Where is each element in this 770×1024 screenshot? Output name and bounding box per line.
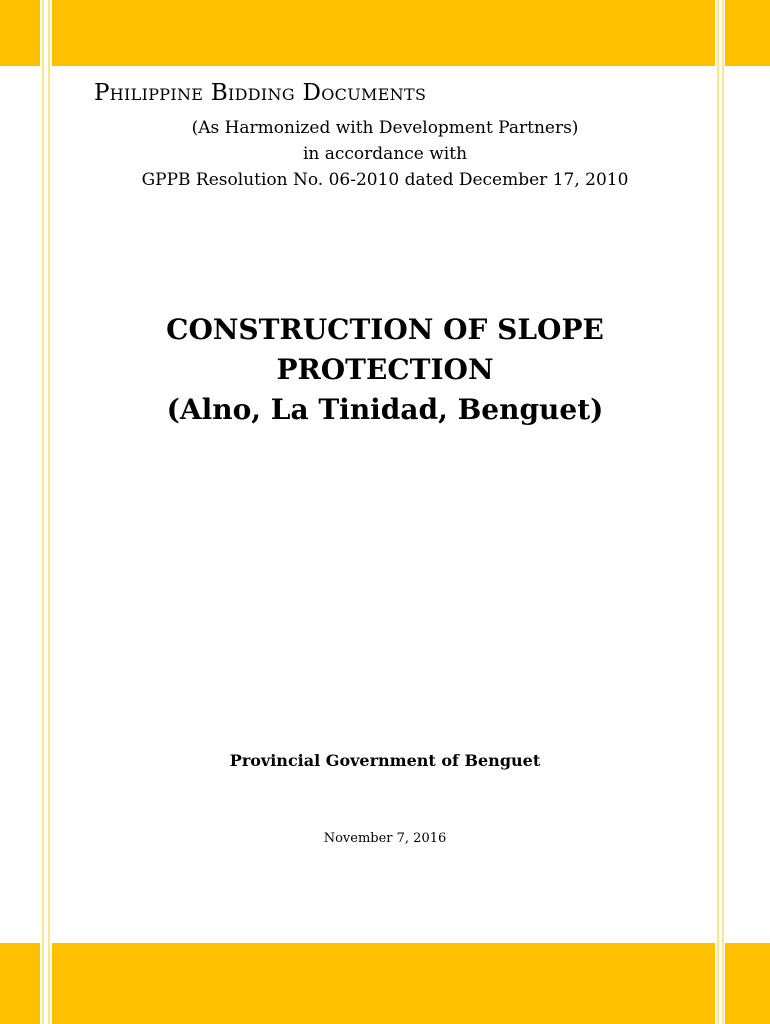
top-left-accent-block: [0, 0, 40, 66]
document-date: November 7, 2016: [323, 831, 447, 846]
project-title-line-1: CONSTRUCTION OF SLOPE: [166, 313, 604, 346]
document-title: Philippine Bidding Documents: [94, 80, 427, 106]
subtitle-line-2: in accordance with: [302, 144, 468, 164]
subtitle-line-1: (As Harmonized with Development Partners): [191, 118, 579, 138]
project-title-line-3: (Alno, La Tinidad, Benguet): [166, 393, 604, 426]
project-title: [0, 310, 770, 430]
subtitle-line-3: GPPB Resolution No. 06-2010 dated December 17, 2010: [141, 170, 629, 190]
bottom-accent-band: [52, 943, 715, 1024]
procuring-entity-name: Provincial Government of Benguet: [229, 751, 541, 770]
bottom-right-accent-block: [725, 943, 770, 1024]
bottom-left-accent-block: [0, 943, 40, 1024]
top-accent-band: [52, 0, 715, 66]
project-title-line-2: PROTECTION: [276, 353, 494, 386]
top-right-accent-block: [725, 0, 770, 66]
